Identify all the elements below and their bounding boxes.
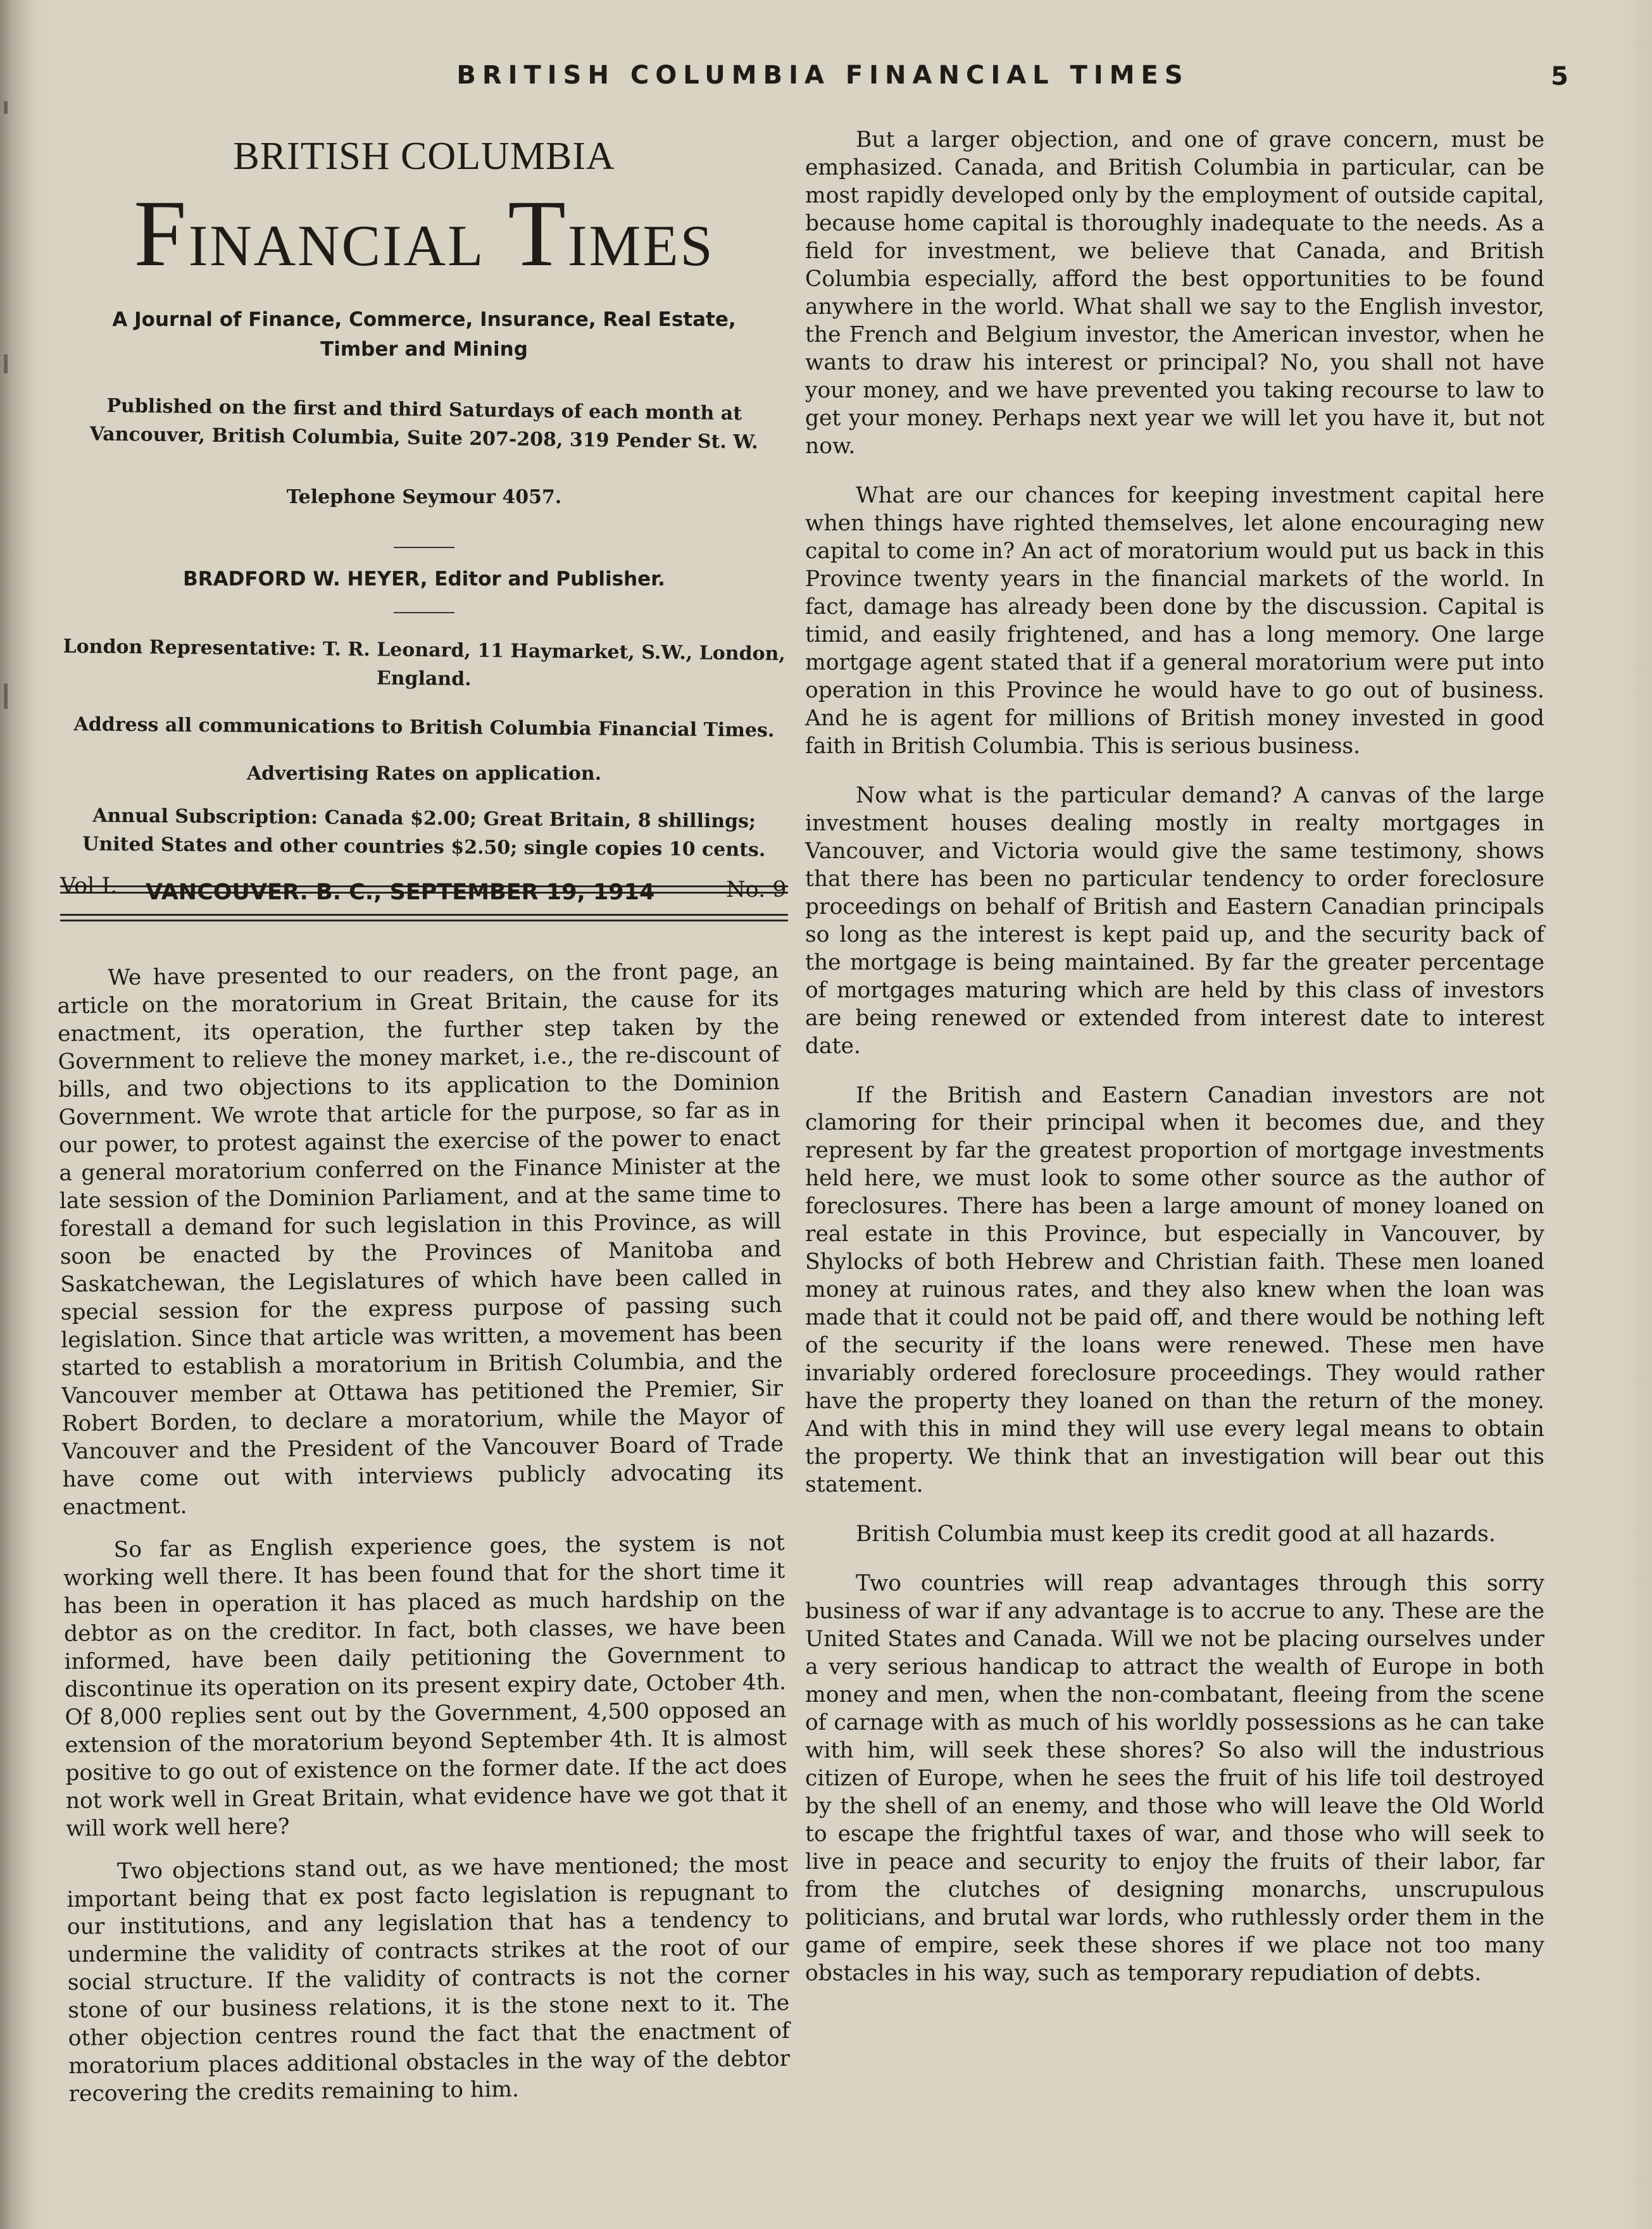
divider-rule xyxy=(394,612,454,613)
binding-edge-mark xyxy=(4,101,8,114)
editorial-left-column xyxy=(57,958,791,2124)
editorial-paragraph: We have presented to our readers, on the front page, an article on the moratorium in Great Britain, the cause for its enactment, its operation, the further step taken by the Government to relieve the money market, i.e., the re-discount of bills, and two objections to its application to the Dominion Government. We wrote that article for the purpose, so far as in our power, to protest against the exercise of the power to enact a general moratorium conferred on the Finance Minister at the late session of the Dominion Parliament, and at the same time to forestall a demand for such legislation in this Province, as will soon be enacted by the Provinces of Manitoba and Saskatchewan, the Legislatures of which have been called in special session for the express purpose of passing such legislation. Since that article was written, a movement has been started to establish a moratorium in British Columbia, and the Vancouver member at Ottawa has petitioned the Premier, Sir Robert Borden, to declare a moratorium, while the Mayor of Vancouver and the President of the Vancouver Board of Trade have come out with interviews publicly advocating its enactment. xyxy=(57,958,784,1520)
editorial-paragraph: But a larger objection, and one of grave concern, must be emphasized. Canada, and British Columbia in particular, can be most rapidly developed only by the employment of outside capital, because home capital is thoroughly inadequate to the needs. As a field for investment, we believe that Canada, and British Columbia especially, afford the best opportunities to be found anywhere in the world. What shall we say to the English investor, the French and Belgium investor, the American investor, when he wants to draw his interest or principal? No, you shall not have your money, and we have prevented you taking recourse to law to get your money. Perhaps next year we will let you have it, but not now. xyxy=(805,127,1544,459)
volume-number: Vol I. xyxy=(60,873,118,899)
subscription-rates: Annual Subscription: Canada $2.00; Great Britain, 8 shillings; United States and other countries $2.50; single copies 10 cents. xyxy=(82,804,766,861)
page-number: 5 xyxy=(1551,62,1568,91)
editorial-paragraph: If the British and Eastern Canadian investors are not clamoring for their principal when it becomes due, and they represent by far the greatest proportion of mortgage investments held here, we must look to some other source as the author of foreclosures. There has been a large amount of money loaned on real estate in this Province, but especially in Vancouver, by Shylocks of both Hebrew and Christian faith. These men loaned money at ruinous rates, and they also knew when the loan was made that it could not be paid off, and there would be nothing left of the security if the loans were renewed. These men have invariably ordered foreclosure proceedings. They would rather have the property they loaned on than the return of the money. And with this in mind they will use every legal means to obtain the property. We think that an investigation will bear out this statement. xyxy=(805,1082,1544,1498)
london-representative: London Representative: T. R. Leonard, 11 Haymarket, S.W., London, England. xyxy=(63,635,786,690)
publication-schedule: Published on the first and third Saturdays of each month at Vancouver, British Columbia, Suite 207-208, 319 Pender St. W. xyxy=(89,395,758,454)
editorial-paragraph: British Columbia must keep its credit good at all hazards. xyxy=(856,1521,1496,1547)
advertising-line: Advertising Rates on application. xyxy=(246,762,602,785)
double-rule-bottom xyxy=(60,920,788,921)
address-line: Address all communications to British Columbia Financial Times. xyxy=(73,713,775,742)
divider-rule xyxy=(394,547,454,548)
masthead-title-line1: BRITISH COLUMBIA xyxy=(233,135,615,178)
masthead xyxy=(60,133,788,894)
editorial-right-column xyxy=(805,127,1544,2009)
editorial-paragraph: So far as English experience goes, the system is not working well there. It has been found that for the short time it has been in operation it has placed as much hardship on the debtor as on the creditor. In fact, both classes, we have been informed, have been daily petitioning the Government to discontinue its operation on its present expiry date, October 4th. Of 8,000 replies sent out by the Government, 4,500 opposed an extension of the moratorium beyond September 4th. It is almost positive to go out of existence on the former date. If the act does not work well in Great Britain, what evidence have we got that it will work well here? xyxy=(63,1530,787,1842)
editorial-paragraph: Two countries will reap advantages through this sorry business of war if any advantage is to accrue to any. These are the United States and Canada. Will we not be placing ourselves under a very serious handicap to attract the wealth of Europe in both money and men, when the non-combatant, fleeing from the scene of carnage with as much of his worldly possessions as he can take with him, will seek these shores? So also will the industrious citizen of Europe, when he sees the fruit of his life toil destroyed by the shell of an enemy, and those who will leave the Old World to escape the frightful taxes of war, and those who will seek to live in peace and security to enjoy the fruits of their labor, far from the clutches of designing monarchs, unscrupulous politicians, and brutal war lords, who ruthlessly order them in the game of empire, seek these shores if we place not too many obstacles in his way, such as temporary repudiation of debts. xyxy=(805,1571,1544,1987)
double-rule-bottom xyxy=(60,914,788,916)
telephone-line: Telephone Seymour 4057. xyxy=(286,486,562,509)
editorial-paragraph: Two objections stand out, as we have mentioned; the most important being that ex post facto legislation is repugnant to our institutions, and any legislation that has a tendency to undermine the validity of contracts strikes at the root of our social structure. If the validity of contracts is not the corner stone of our business relations, it is the stone next to it. The other objection centres round the fact that the enactment of moratorium places additional obstacles in the way of the debtor recovering the credits remaining to him. xyxy=(66,1851,791,2107)
editorial-paragraph: What are our chances for keeping investment capital here when things have righted themselves, let alone encouraging new capital to come in? An act of moratorium would put us back in this Province twenty years in the financial markets of the world. In fact, damage has already been done by the discussion. Capital is timid, and easily frightened, and has a long memory. One large mortgage agent stated that if a general moratorium were put into operation in this Province he would have to go out of business. And he is agent for millions of British money invested in good faith in British Columbia. This is serious business. xyxy=(805,482,1544,759)
binding-edge-mark xyxy=(4,354,8,373)
masthead-title-line2: Financial Times xyxy=(134,181,715,287)
running-header-title: BRITISH COLUMBIA FINANCIAL TIMES xyxy=(456,61,1189,90)
binding-edge-mark xyxy=(4,684,8,709)
issue-dateline: VANCOUVER. B. C., SEPTEMBER 19, 1914 xyxy=(146,880,655,905)
masthead-subtitle: A Journal of Finance, Commerce, Insurance, Real Estate, Timber and Mining xyxy=(112,308,736,361)
issue-number: No. 9 xyxy=(726,877,787,902)
editorial-paragraph: Now what is the particular demand? A canvas of the large investment houses dealing mostly in realty mortgages in Vancouver, and Victoria would give the same testimony, shows that there has been no particular tendency to order foreclosure proceedings on behalf of British and Eastern Canadian principals so long as the interest is kept paid up, and the security back of the mortgage is being maintained. By far the greater percentage of mortgages maturing which are held by this class of investors are being renewed or extended from interest date to interest date. xyxy=(805,782,1544,1059)
editor-line: BRADFORD W. HEYER, Editor and Publisher. xyxy=(183,568,665,591)
